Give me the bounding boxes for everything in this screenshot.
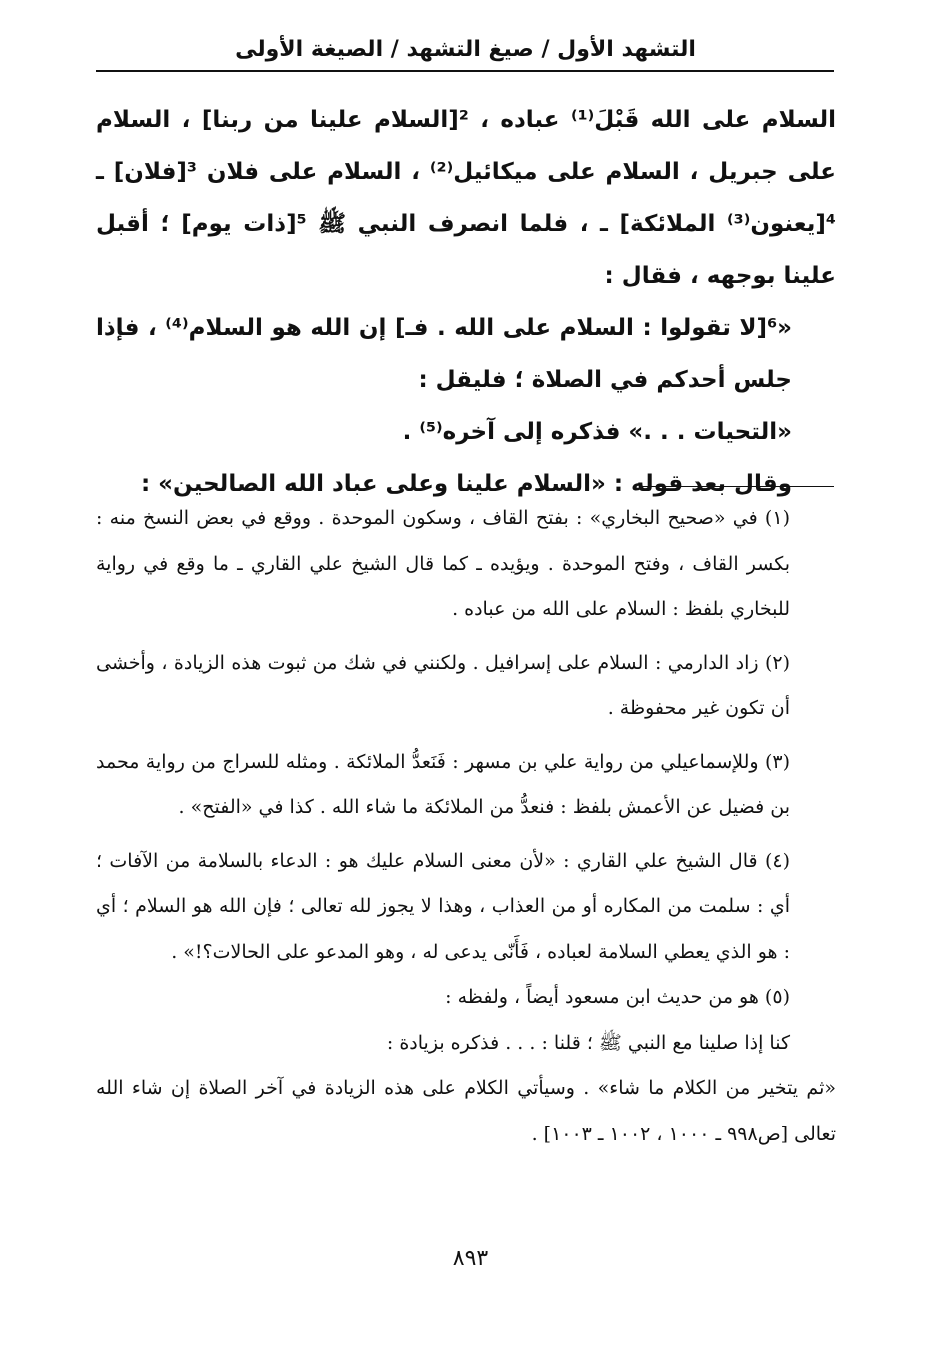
main-paragraph-3: «التحيات . . .» فذكره إلى آخره⁽⁵⁾ . bbox=[402, 419, 792, 445]
running-header: التشهد الأول / صيغ التشهد / الصيغة الأولى bbox=[235, 37, 696, 62]
footnote-3: (٣) وللإسماعيلي من رواية علي بن مسهر : فَنَعدُّ الملائكة . ومثله للسراج من رواية محمد بن فضيل عن الأعمش بلفظ : فنعدُّ من الملائكة ما شاء الله . كذا في «الفتح» . bbox=[96, 750, 790, 818]
footnote-2: (٢) زاد الدارمي : السلام على إسرافيل . ولكنني في شك من ثبوت هذه الزيادة ، وأخشى أن تكون غير محفوظة . bbox=[96, 651, 790, 719]
footnotes bbox=[96, 496, 836, 1157]
main-paragraph-4: وقال بعد قوله : «السلام علينا وعلى عباد الله الصالحين» : bbox=[140, 471, 792, 497]
footnote-5-quote: كنا إذا صلينا مع النبي ﷺ ؛ قلنا : . . . فذكره بزيادة : bbox=[386, 1031, 790, 1054]
footnote-separator bbox=[640, 486, 834, 487]
footnote-5-intro: (٥) هو من حديث ابن مسعود أيضاً ، ولفظه : bbox=[445, 986, 790, 1008]
main-paragraph-1: السلام على الله قَبْلَ⁽¹⁾ عباده ، ²[السلام علينا من ربنا] ، السلام على جبريل ، السلام على ميكائيل⁽²⁾ ، السلام على فلان ³[فلان] ـ ⁴[يعنون⁽³⁾ الملائكة] ـ ، فلما انصرف النبي ﷺ ⁵[ذات يوم] ؛ أقبل علينا بوجهه ، فقال : bbox=[96, 107, 837, 289]
footnote-1: (١) في «صحيح البخاري» : بفتح القاف ، وسكون الموحدة . ووقع في بعض النسخ منه : بكسر القاف ، وفتح الموحدة . ويؤيده ـ كما قال الشيخ علي القاري ـ ما وقع في رواية للبخاري بلفظ : السلام على الله من عباده . bbox=[96, 507, 790, 620]
main-paragraph-2: «⁶[لا تقولوا : السلام على الله . فـ] إن الله هو السلام⁽⁴⁾ ، فإذا جلس أحدكم في الصلاة ؛ فليقل : bbox=[96, 315, 793, 393]
main-text bbox=[96, 94, 836, 510]
footnote-4: (٤) قال الشيخ علي القاري : «لأن معنى السلام عليك هو : الدعاء بالسلامة من الآفات ؛ أي : سلمت من المكاره أو من العذاب ، وهذا لا يجوز لله تعالى ؛ فإن الله هو السلام ؛ أي : هو الذي يعطي السلامة لعباده ، فَأَنّى يدعى له ، وهو المدعو على الحالات؟!» . bbox=[96, 849, 790, 963]
footnote-5-continuation: «ثم يتخير من الكلام ما شاء» . وسيأتي الكلام على هذه الزيادة في آخر الصلاة إن شاء الله تعالى [ص٩٩٨ ـ ١٠٠٠ ، ١٠٠٢ ـ ١٠٠٣] . bbox=[96, 1077, 836, 1145]
header-rule bbox=[96, 70, 834, 72]
page-number: ٨٩٣ bbox=[452, 1246, 489, 1271]
